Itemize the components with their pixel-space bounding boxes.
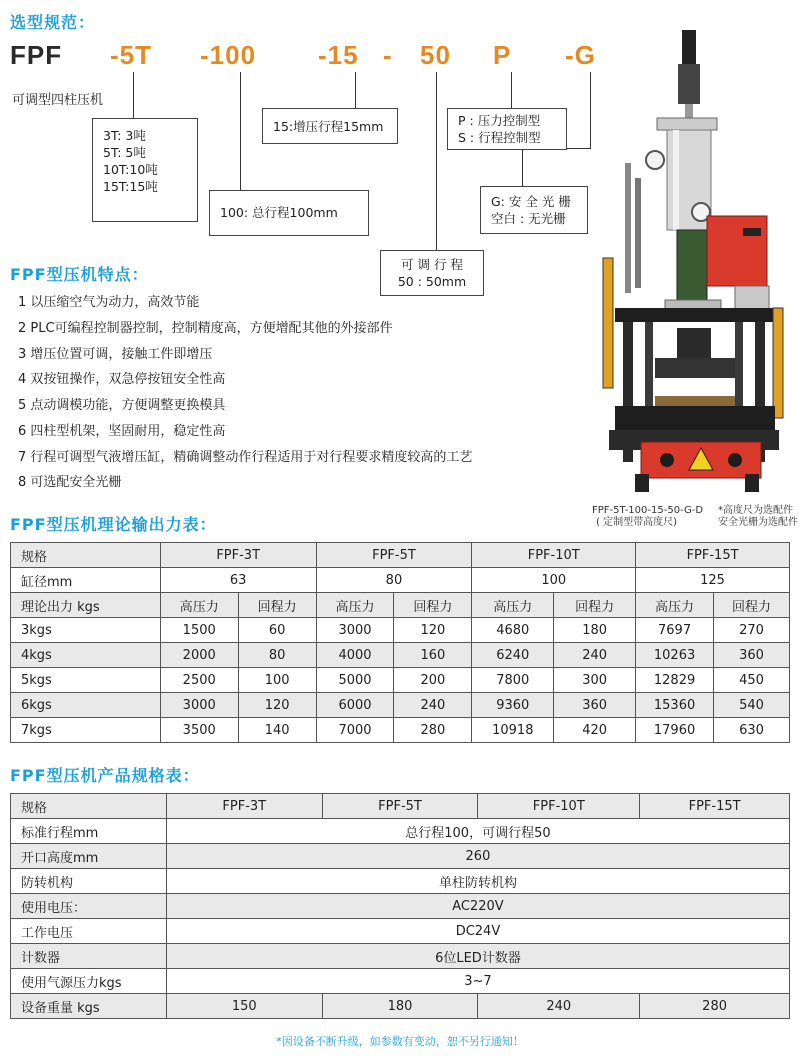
code-total-stroke: -100 [200, 40, 257, 70]
table-row: 理论出力 kgs 高压力 回程力 高压力 回程力 高压力 回程力 高压力 回程力 [11, 593, 790, 618]
table-row: 3kgs 1500 60 3000 120 4680 180 7697 270 [11, 618, 790, 643]
total-stroke-box: 100: 总行程100mm [209, 190, 369, 236]
feature-item: 7 行程可调型气液增压缸，精确调整动作行程适用于对行程要求精度较高的工艺 [18, 450, 473, 465]
spec-table-title: FPF型压机产品规格表： [10, 766, 200, 785]
table-row: 标准行程mm 总行程100，可调行程50 [11, 819, 790, 844]
code-dash: - [383, 40, 393, 70]
control-box: P : 压力控制型 S : 行程控制型 [447, 108, 567, 150]
tonnage-5t: 5T: 5吨 [103, 145, 146, 160]
force-table [10, 542, 790, 743]
table-row: 防转机构 单柱防转机构 [11, 869, 790, 894]
boost-stroke-box: 15:增压行程15mm [262, 108, 398, 144]
grating-box: G: 安 全 光 栅 空白 : 无光栅 [480, 186, 588, 234]
table-row: 5kgs 2500 100 5000 200 7800 300 12829 450 [11, 668, 790, 693]
feature-item: 8 可选配安全光栅 [18, 475, 122, 490]
feature-item: 1 以压缩空气为动力，高效节能 [18, 295, 200, 310]
force-table-title: FPF型压机理论输出力表： [10, 515, 217, 534]
adjust-stroke-box: 可 调 行 程 50 : 50mm [380, 250, 484, 296]
table-row: 规格 FPF-3T FPF-5T FPF-10T FPF-15T [11, 543, 790, 568]
spec-table [10, 793, 790, 1019]
code-grating: -G [565, 40, 596, 70]
press-machine-image [595, 28, 795, 493]
tonnage-3t: 3T: 3吨 [103, 128, 146, 143]
feature-item: 2 PLC可编程控制器控制，控制精度高，方便增配其他的外接部件 [18, 321, 393, 336]
table-row: 4kgs 2000 80 4000 160 6240 240 10263 360 [11, 643, 790, 668]
table-row: 缸径mm 63 80 100 125 [11, 568, 790, 593]
feature-item: 4 双按钮操作，双急停按钮安全性高 [18, 372, 226, 387]
features-title: FPF型压机特点： [10, 265, 149, 284]
tonnage-10t: 10T:10吨 [103, 162, 158, 177]
code-fpf: FPF [10, 40, 63, 70]
table-row: 6kgs 3000 120 6000 240 9360 360 15360 540 [11, 693, 790, 718]
table-row: 7kgs 3500 140 7000 280 10918 420 17960 630 [11, 718, 790, 743]
model-desc: 可调型四柱压机 [12, 93, 104, 108]
code-adjust: 50 [420, 40, 451, 70]
table-row: 计数器 6位LED计数器 [11, 944, 790, 969]
table-row: 设备重量 kgs 150 180 240 280 [11, 994, 790, 1019]
code-control: P [493, 40, 512, 70]
table-row: 使用气源压力kgs 3~7 [11, 969, 790, 994]
tonnage-15t: 15T:15吨 [103, 179, 158, 194]
table-row: 规格 FPF-3T FPF-5T FPF-10T FPF-15T [11, 794, 790, 819]
feature-item: 3 增压位置可调，接触工件即增压 [18, 347, 213, 362]
feature-item: 5 点动调模功能，方便调整更换模具 [18, 398, 226, 413]
selection-title: 选型规范： [10, 13, 96, 32]
code-boost-stroke: -15 [318, 40, 359, 70]
code-tonnage: -5T [110, 40, 152, 70]
feature-item: 6 四柱型机架，坚固耐用，稳定性高 [18, 424, 226, 439]
tonnage-box [92, 118, 198, 222]
table-row: 使用电压： AC220V [11, 894, 790, 919]
footer-note: *因设备不断升级，如参数有变动，恕不另行通知！ [276, 1035, 524, 1048]
table-row: 工作电压 DC24V [11, 919, 790, 944]
image-caption-left: FPF-5T-100-15-50-G-D ( 定制型带高度尺) [592, 505, 704, 528]
image-caption-right: *高度尺为选配件 安全光栅为选配件 [718, 505, 798, 528]
table-row: 开口高度mm 260 [11, 844, 790, 869]
